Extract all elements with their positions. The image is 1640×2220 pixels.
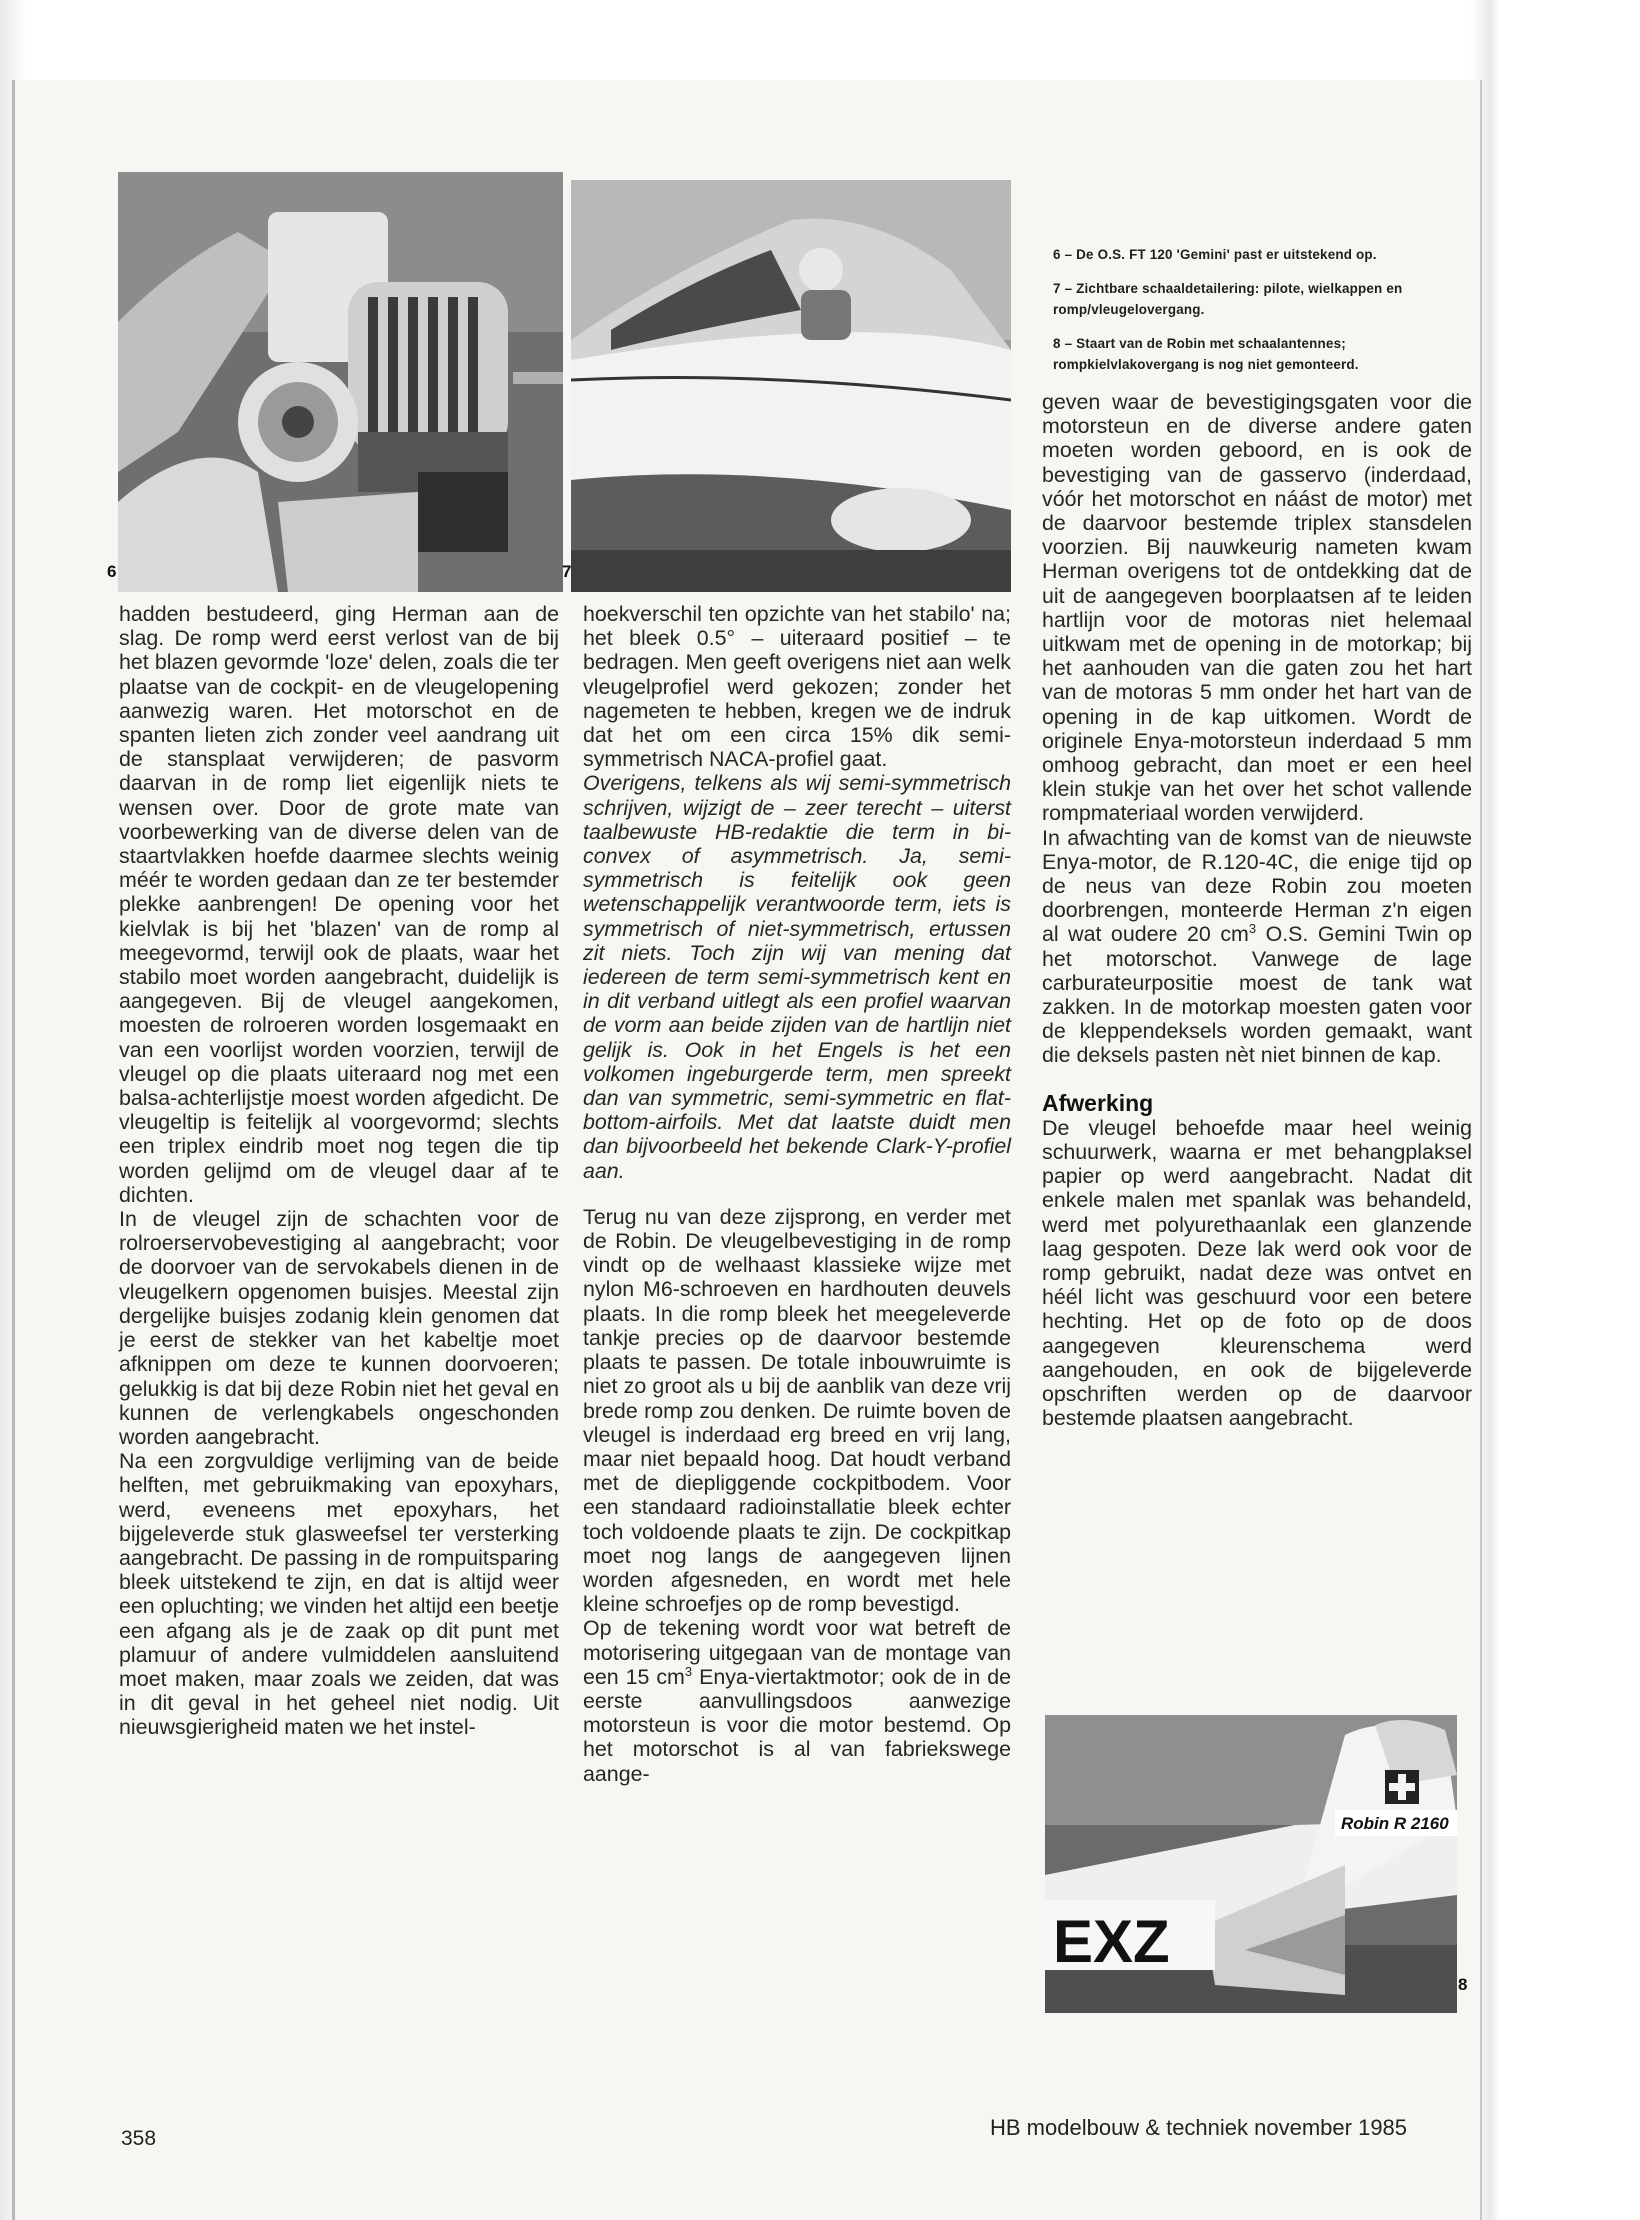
column2-paragraph-4 [583,1616,1011,1785]
figure-captions [1053,244,1453,388]
publication-footer: HB modelbouw & techniek november 1985 [990,2115,1408,2140]
article-column-1 [119,602,559,1740]
caption-7: 7 – Zichtbare schaaldetailering: pilote, wielkappen en romp/vleugelovergang. [1053,281,1403,317]
tail-illustration [1045,1715,1457,2013]
column3-paragraph-2 [1042,826,1472,1068]
magazine-page [12,80,1482,2220]
figure-7-cockpit-photo [571,180,1011,592]
page-number: 358 [121,2127,157,2150]
column1-paragraph-1: hadden bestudeerd, ging Herman aan de slag. De romp werd eerst verlost van de bij het blazen gevormde 'loze' delen, zoals die ter plaatse van de cockpit- en de vleugelopening aanwezig waren. Het motorschot en de spanten lieten zich zonder veel aandrang uit de stansplaat verwijderen; de pasvorm daarvan in de romp liet eigenlijk niets te wensen over. Door de grote mate van voorbewerking van de diverse delen van de staartvlakken hoefde daarmee slechts weinig méér te worden gedaan dan ze ter bestemder plekke aanbrengen! De opening voor het kielvlak is bij het 'blazen' van de romp al meegevormd, terwijl ook de plaats, waar het stabilo moet worden aangebracht, duidelijk is aangegeven. Bij de vleugel aangekomen, moesten de rolroeren worden losgemaakt en van een voorlijst worden voorzien, terwijl de vleugel op die plaats uiteraard nog met een balsa-achterlijstje moest worden afgedicht. De vleugeltip is feitelijk al voorgevormd; slechts een triplex eindrib moet nog tegen die tip worden gelijmd om de vleugel daar af te dichten. [119,602,559,1207]
column3-paragraph-3: De vleugel behoefde maar heel weinig schuurwerk, waarna er met behangplaksel papier op werd aangebracht. Nadat dit enkele malen met spanlak was behandeld, werd met polyurethaanlak een glanzende laag gespoten. Deze lak werd ook voor de romp gebruikt, nadat deze was ontvet en héél licht was geschuurd voor een betere hechting. Het op de foto op de doos aangegeven kleurenschema werd aangehouden, en ook de bijgeleverde opschriften werden op de daarvoor bestemde plaatsen aangebracht. [1042,1115,1472,1431]
column3-p2-text-a: In afwachting van de komst van de nieuwste Enya-motor, de R.120-4C, die enige tijd op de neus van deze Robin zou moeten doorbrengen, monteerde Herman z'n eigen al wat oudere 20 cm [1042,825,1472,947]
registration-text: EXZ [1053,1908,1170,1975]
column3-p2-text-b: O.S. Gemini Twin op het motorschot. Vanwege de lage carburateurpositie moest de tank wat zakken. In de motorkap moesten gaten voor de kleppendeksels worden gemaakt, want die deksels pasten nèt niet binnen de kap. [1042,922,1472,1068]
column2-p4-text-b: Enya-viertaktmotor; ook de in de eerste aanvullingsdoos aanwezige motorsteun is voor die motor bestemd. Op het motorschot is al van fabriekswege aange- [583,1664,1011,1786]
figure-6-engine-photo [118,172,563,592]
column2-paragraph-2-italic [583,771,1011,1182]
engine-illustration [118,172,563,592]
italic-aside: Overigens, telkens als wij semi-symmetrisch schrijven, wijzigt de – zeer terecht – uiterst taalbewuste HB-redaktie die term in bi-convex of asymmetrisch. Ja, semi-symmetrisch is feitelijk ook geen wetenschappelijk verantwoorde term, iets is symmetrisch of niet-symmetrisch, ertussen zit niets. Toch zijn wij van mening dat iedereen de term semi-symmetrisch kent en in dit verband uitlegt als een profiel waarvan de vorm aan beide zijden van de hartlijn niet gelijk is. Ook in het Engels is het een volkomen ingeburgerde term, men spreekt dan van symmetric, semi-symmetric en flat-bottom-airfoils. Met dat laatste duidt men dan bijvoorbeeld het bekende Clark-Y-profiel aan. [583,771,1011,1183]
caption-6: 6 – De O.S. FT 120 'Gemini' past er uitstekend op. [1053,247,1377,262]
section-heading-afwerking: Afwerking [1042,1089,1154,1116]
article-column-3 [1042,390,1472,1430]
tail-type-text: Robin R 2160 [1341,1814,1449,1833]
column1-paragraph-3: Na een zorgvuldige verlijming van de beide helften, met gebruikmaking van epoxyhars, werd, eveneens met epoxyhars, het bijgeleverde stuk glasweefsel ter versterking aangebracht. De passing in de rompuitsparing bleek uitstekend te zijn, en dat is altijd weer een opluchting; we vinden het altijd een beetje een afgang als je de zaak op dit punt met plamuur of andere vulmiddelen aansluitend moet maken, maar zoals we zeiden, dat was in dit geval in het geheel niet nodig. Uit nieuwsgierigheid maten we het instel- [119,1449,559,1740]
column1-paragraph-2: In de vleugel zijn de schachten voor de rolroerservobevestiging al aangebracht; voor de doorvoer van de servokabels dienen in de vleugelkern opgenomen buisjes. Meestal zijn dergelijke buisjes zodanig klein genomen dat je eerst de stekker van het kabeltje moet afknippen om deze te kunnen doorvoeren; gelukkig is dat bij deze Robin niet het geval en kunnen de verlengkabels ongeschonden worden aangebracht. [119,1207,559,1449]
caption-8: 8 – Staart van de Robin met schaalantennes; rompkielvlakovergang is nog niet gemonteerd. [1053,336,1359,372]
column2-p4-text-a: Op de tekening wordt voor wat betreft de motorisering uitgegaan van de montage van een 15 cm [583,1616,1011,1689]
column2-paragraph-1: hoekverschil ten opzichte van het stabilo' na; het bleek 0.5° – uiteraard positief – te bedragen. Men geeft overigens niet aan welk vleugelprofiel werd gekozen; zonder het nagemeten te hebben, kregen we de indruk dat het om een circa 15% dik semi-symmetrisch NACA-profiel gaat. [583,602,1011,772]
figure-8-tail-photo [1045,1715,1457,2013]
column2-paragraph-3: Terug nu van deze zijsprong, en verder met de Robin. De vleugelbevestiging in de romp vindt op de welhaast klassieke wijze met nylon M6-schroeven en hardhouten deuvels plaats. In die romp bleek het meegeleverde tankje precies op de daarvoor bestemde plaats te passen. De totale inbouwruimte is niet zo groot als u bij de aanblik van deze vrij brede romp zou denken. De ruimte boven de vleugel is inderdaad erg breed en vrij lang, maar niet bepaald hoog. Dat houdt verband met de diepliggende cockpitbodem. Voor een standaard radioinstallatie bleek echter toch voldoende plaats te zijn. De cockpitkap moet nog langs de aangegeven lijnen worden afgesneden, en wordt met hele kleine schroefjes op de romp bevestigd. [583,1204,1011,1617]
cockpit-illustration [571,180,1011,592]
column3-paragraph-1: geven waar de bevestigingsgaten voor die motorsteun en de diverse andere gaten moeten worden geboord, en is ook de bevestiging van de gasservo (inderdaad, vóór het motorschot en náást de motor) met de daarvoor bestemde triplex stansdelen voorzien. Bij nauwkeurig nameten kwam Herman overigens tot de ontdekking dat de uit de aangegeven boorplaatsen af te leiden hartlijn voor de motoras niet helemaal uitkwam met de opening in de motorkap; bij het aanhouden van die gaten zou het hart van de motoras 5 mm onder het hart van de opening in de kap uitkomen. Wordt de originele Enya-motorsteun inderdaad 5 mm omhoog gebracht, dan moet er een heel klein stukje van het over het schot vallende rompmateriaal worden verwijderd. [1042,390,1472,826]
figure-8-number: 8 [1458,1975,1468,1994]
cubic-superscript: 3 [1248,921,1257,937]
figure-7-number: 7 [562,562,572,581]
figure-6-number: 6 [107,562,117,581]
article-column-2 [583,602,1011,1786]
cubic-superscript: 3 [684,1663,693,1679]
